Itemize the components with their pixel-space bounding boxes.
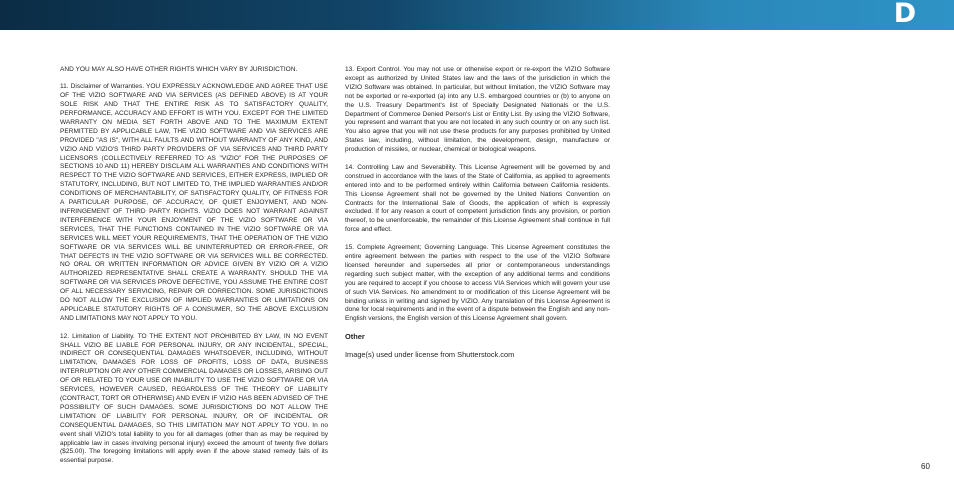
controlling-law-paragraph: 14. Controlling Law and Severability. This License Agreement will be governed by and construed in accordance with the laws of the State of California, as applied to agreements entered into and to be performed entirely within California between California residents. This License Agreement shall not be governed by the United Nations Convention on Contracts for the International Sale of Goods, the application of which is expressly excluded. If for any reason a court of competent jurisdiction finds any provision, or portion thereof, to be unenforceable, the remainder of this License Agreement shall continue in full force and effect.: [345, 163, 610, 234]
other-section-heading: Other: [345, 332, 365, 342]
complete-agreement-paragraph: 15. Complete Agreement; Governing Language. This License Agreement constitutes the entire agreement between the parties with respect to the use of the VIZIO Software licensed hereunder and supersedes all prior or contemporaneous understandings regarding such subject matter, with the exception of any additional terms and conditions you are required to accept if you choose to access VIA Services which will govern your use of such VIA Services. No amendment to or modification of this License Agreement will be binding unless in writing and signed by VIZIO. Any translation of this License Agreement is done for local requirements and in the event of a dispute between the English and any non-English versions, the English version of this License Agreement shall govern.: [345, 244, 610, 323]
left-text-column: [60, 66, 328, 475]
page-number: 60: [921, 462, 930, 471]
disclaimer-of-warranties-paragraph: 11. Disclaimer of Warranties. YOU EXPRESSLY ACKNOWLEDGE AND AGREE THAT USE OF THE VIZIO SOFTWARE AND VIA SERVICES (AS DEFINED ABOVE) IS AT YOUR SOLE RISK AND THAT THE ENTIRE RISK AS TO SATISFACTORY QUALITY, PERFORMANCE, ACCURACY AND EFFORT IS WITH YOU. EXCEPT FOR THE LIMITED WARRANTY ON MEDIA SET FORTH ABOVE AND TO THE MAXIMUM EXTENT PERMITTED BY APPLICABLE LAW, THE VIZIO SOFTWARE AND VIA SERVICES ARE PROVIDED "AS IS", WITH ALL FAULTS AND WITHOUT WARRANTY OF ANY KIND, AND VIZIO AND VIZIO'S THIRD PARTY PROVIDERS OF VIA SERVICES AND THIRD PARTY LICENSORS (COLLECTIVELY REFERRED TO AS "VIZIO" FOR THE PURPOSES OF SECTIONS 10 AND 11) HEREBY DISCLAIM ALL WARRANTIES AND CONDITIONS WITH RESPECT TO THE VIZIO SOFTWARE AND SERVICES, EITHER EXPRESS, IMPLIED OR STATUTORY, INCLUDING, BUT NOT LIMITED TO, THE IMPLIED WARRANTIES AND/OR CONDITIONS OF MERCHANTABILITY, OF SATISFACTORY QUALITY, OF FITNESS FOR A PARTICULAR PURPOSE, OF ACCURACY, OF QUIET ENJOYMENT, AND NON-INFRINGEMENT OF THIRD PARTY RIGHTS. VIZIO DOES NOT WARRANT AGAINST INTERFERENCE WITH YOUR ENJOYMENT OF THE VIZIO SOFTWARE OR VIA SERVICES, THAT THE FUNCTIONS CONTAINED IN THE VIZIO SOFTWARE OR VIA SERVICES WILL MEET YOUR REQUIREMENTS, THAT THE OPERATION OF THE VIZIO SOFTWARE OR VIA SERVICES WILL BE UNINTERRUPTED OR ERROR-FREE, OR THAT DEFECTS IN THE VIZIO SOFTWARE OR VIA SERVICES WILL BE CORRECTED. NO ORAL OR WRITTEN INFORMATION OR ADVICE GIVEN BY VIZIO OR A VIZIO AUTHORIZED REPRESENTATIVE SHALL CREATE A WARRANTY. SHOULD THE VIA SOFTWARE OR VIA SERVICES PROVE DEFECTIVE, YOU ASSUME THE ENTIRE COST OF ALL NECESSARY SERVICING, REPAIR OR CORRECTION. SOME JURISDICTIONS DO NOT ALLOW THE EXCLUSION OF IMPLIED WARRANTIES OR LIMITATIONS ON APPLICABLE STATUTORY RIGHTS OF A CONSUMER, SO THE ABOVE EXCLUSION AND LIMITATIONS MAY NOT APPLY TO YOU.: [60, 83, 328, 322]
header-bar: [0, 0, 954, 30]
right-text-column: [345, 66, 610, 369]
export-control-paragraph: 13. Export Control. You may not use or otherwise export or re-export the VIZIO Software except as authorized by United States law and the laws of the jurisdiction in which the VIZIO Software was obtained. In particular, but without limitation, the VIZIO Software may not be exported or re-exported (a) into any U.S. embargoed countries or (b) to anyone on the U.S. Treasury Department's list of Specially Designated Nationals or the U.S. Department of Commerce Denied Person's List or Entity List. By using the VIZIO Software, you represent and warrant that you are not located in any such country or on any such list. You also agree that you will not use these products for any purposes prohibited by United States law, including, without limitation, the development, design, manufacture or production of missiles, or nuclear, chemical or biological weapons.: [345, 66, 610, 154]
limitation-of-liability-paragraph: 12. Limitation of Liability. TO THE EXTENT NOT PROHIBITED BY LAW, IN NO EVENT SHALL VIZIO BE LIABLE FOR PERSONAL INJURY, OR ANY INCIDENTAL, SPECIAL, INDIRECT OR CONSEQUENTIAL DAMAGES WHATSOEVER, INCLUDING, WITHOUT LIMITATION, DAMAGES FOR LOSS OF PROFITS, LOSS OF DATA, BUSINESS INTERRUPTION OR ANY OTHER COMMERCIAL DAMAGES OR LOSSES, ARISING OUT OF OR RELATED TO YOUR USE OR INABILITY TO USE THE VIZIO SOFTWARE OR VIA SERVICES, HOWEVER CAUSED, REGARDLESS OF THE THEORY OF LIABILITY (CONTRACT, TORT OR OTHERWISE) AND EVEN IF VIZIO HAS BEEN ADVISED OF THE POSSIBILITY OF SUCH DAMAGES. SOME JURISDICTIONS DO NOT ALLOW THE LIMITATION OF LIABILITY FOR PERSONAL INJURY, OR OF INCIDENTAL OR CONSEQUENTIAL DAMAGES, SO THIS LIMITATION MAY NOT APPLY TO YOU. In no event shall VIZIO's total liability to you for all damages (other than as may be required by applicable law in cases involving personal injury) exceed the amount of twenty five dollars ($25.00). The foregoing limitations will apply even if the above stated remedy fails of its essential purpose.: [60, 332, 328, 465]
chapter-letter-badge: D: [893, 0, 917, 29]
jurisdiction-rights-paragraph: AND YOU MAY ALSO HAVE OTHER RIGHTS WHICH VARY BY JURISDICTION.: [60, 66, 298, 73]
image-credit-text: Image(s) used under license from Shutterstock.com: [345, 349, 515, 359]
